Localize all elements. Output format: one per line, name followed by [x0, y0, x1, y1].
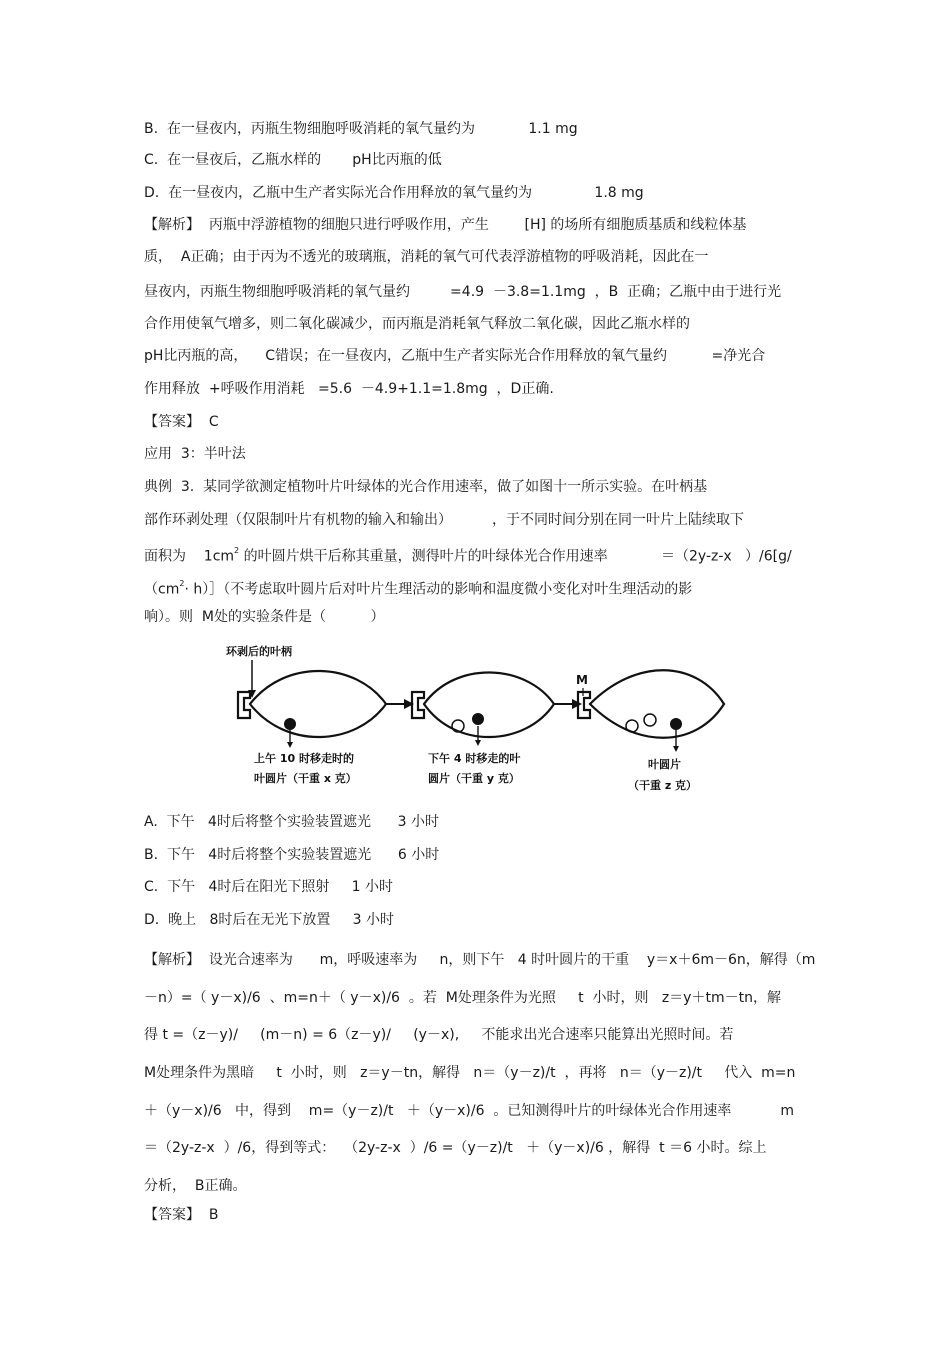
analysis-line: －n）=（ y－x)/6 、m=n＋（ y－x)/6 。若 M处理条件为光照 t 小时，则 z＝y＋tm－tn，解	[144, 990, 781, 1006]
analysis-line: 质， A正确；由于丙为不透光的玻璃瓶，消耗的氧气可代表浮游植物的呼吸消耗，因此在一	[144, 249, 709, 265]
option-b-text: B. 下午 4时后将整个实验装置遮光 6 小时	[144, 847, 440, 863]
leaf1-caption-line2: 叶圆片（干重 x 克）	[254, 772, 357, 785]
question-line: 典例 3. 某同学欲测定植物叶片叶绿体的光合作用速率，做了如图十一所示实验。在叶柄基	[144, 479, 708, 495]
analysis-line: 【解析】 设光合速率为 m，呼吸速率为 n，则下午 4 时叶圆片的干重 y＝x＋6m－6n，解得（m	[144, 952, 816, 968]
section-heading: 应用 3：半叶法	[144, 446, 246, 462]
leaf-2	[412, 672, 554, 746]
analysis-line: 分析， B正确。	[144, 1178, 247, 1194]
option-c-text: C. 在一昼夜后，乙瓶水样的 pH比丙瓶的低	[144, 152, 442, 168]
analysis-line: ＝（2y-z-x ）/6，得到等式： （2y-z-x ）/6 =（y－z)/t ＋（y－x)/6 ，解得 t ＝6 小时。综上	[144, 1140, 767, 1156]
leaf-3	[578, 670, 724, 752]
leaf2-caption-line1: 下午 4 时移走的叶	[428, 752, 521, 765]
leaf-disc-removed	[284, 718, 296, 730]
question-line: （$cm^2\cdot$ h）］（不考虑取叶圆片后对叶片生理活动的影响和温度微小变化对叶生理活动的影	[144, 579, 693, 598]
analysis-line: ＋（y－x)/6 中，得到 m=（y－z)/t ＋（y－x)/6 。已知测得叶片的叶绿体光合作用速率 m	[144, 1103, 794, 1119]
analysis-line: 昼夜内，丙瓶生物细胞呼吸消耗的氧气量约 =4.9 －3.8=1.1mg ，B 正确；乙瓶中由于进行光	[144, 284, 782, 300]
question-line: 面积为 $1cm^2$ 的叶圆片烘干后称其重量，测得叶片的叶绿体光合作用速率 ＝（2y-z-x ）/6[g/	[144, 546, 792, 565]
option-c-text: C. 下午 4时后在阳光下照射 1 小时	[144, 879, 393, 895]
analysis-line: M处理条件为黑暗 t 小时，则 z＝y－tn，解得 n＝（y－z)/t ，再将 n＝（y－z)/t 代入 m=n	[144, 1065, 796, 1081]
option-d-text: D. 晚上 8时后在无光下放置 3 小时	[144, 912, 394, 928]
question-line: 部作环剥处理（仅限制叶片有机物的输入和输出） ，于不同时间分别在同一叶片上陆续取下	[144, 512, 745, 528]
analysis-line: 合作用使氧气增多，则二氧化碳减少，而丙瓶是消耗氧气释放二氧化碳，因此乙瓶水样的	[144, 316, 690, 332]
option-d-text: D. 在一昼夜内，乙瓶中生产者实际光合作用释放的氧气量约为 1.8 mg	[144, 185, 644, 201]
figure-svg	[226, 640, 736, 800]
leaf2-caption-line2: 圆片（干重 y 克）	[428, 772, 520, 785]
option-b-text: B. 在一昼夜内，丙瓶生物细胞呼吸消耗的氧气量约为 1.1 mg	[144, 121, 578, 137]
leaf3-caption-line2: （干重 z 克）	[628, 779, 698, 792]
leaf3-caption-line1: 叶圆片	[648, 758, 681, 771]
half-leaf-figure	[226, 640, 736, 800]
m-label: M	[576, 673, 588, 687]
answer-line: 【答案】 C	[144, 414, 219, 430]
leaf1-caption-line1: 上午 10 时移走时的	[254, 752, 354, 765]
petiole-label: 环剥后的叶柄	[226, 645, 292, 658]
analysis-line: 得 t =（z－y)/ (m－n) = 6（z－y)/ (y－x), 不能求出光合速率只能算出光照时间。若	[144, 1027, 734, 1043]
answer-line: 【答案】 B	[144, 1207, 219, 1223]
option-a-text: A. 下午 4时后将整个实验装置遮光 3 小时	[144, 814, 439, 830]
analysis-line: pH比丙瓶的高， C错误；在一昼夜内，乙瓶中生产者实际光合作用释放的氧气量约 =净光合	[144, 348, 766, 364]
analysis-line: 【解析】 丙瓶中浮游植物的细胞只进行呼吸作用，产生 [H] 的场所有细胞质基质和线粒体基	[144, 217, 747, 233]
question-line: 响）。则 M处的实验条件是（ ）	[144, 609, 385, 625]
leaf-1	[238, 671, 386, 748]
analysis-line: 作用释放 +呼吸作用消耗 =5.6 －4.9+1.1=1.8mg ，D正确.	[144, 381, 554, 397]
